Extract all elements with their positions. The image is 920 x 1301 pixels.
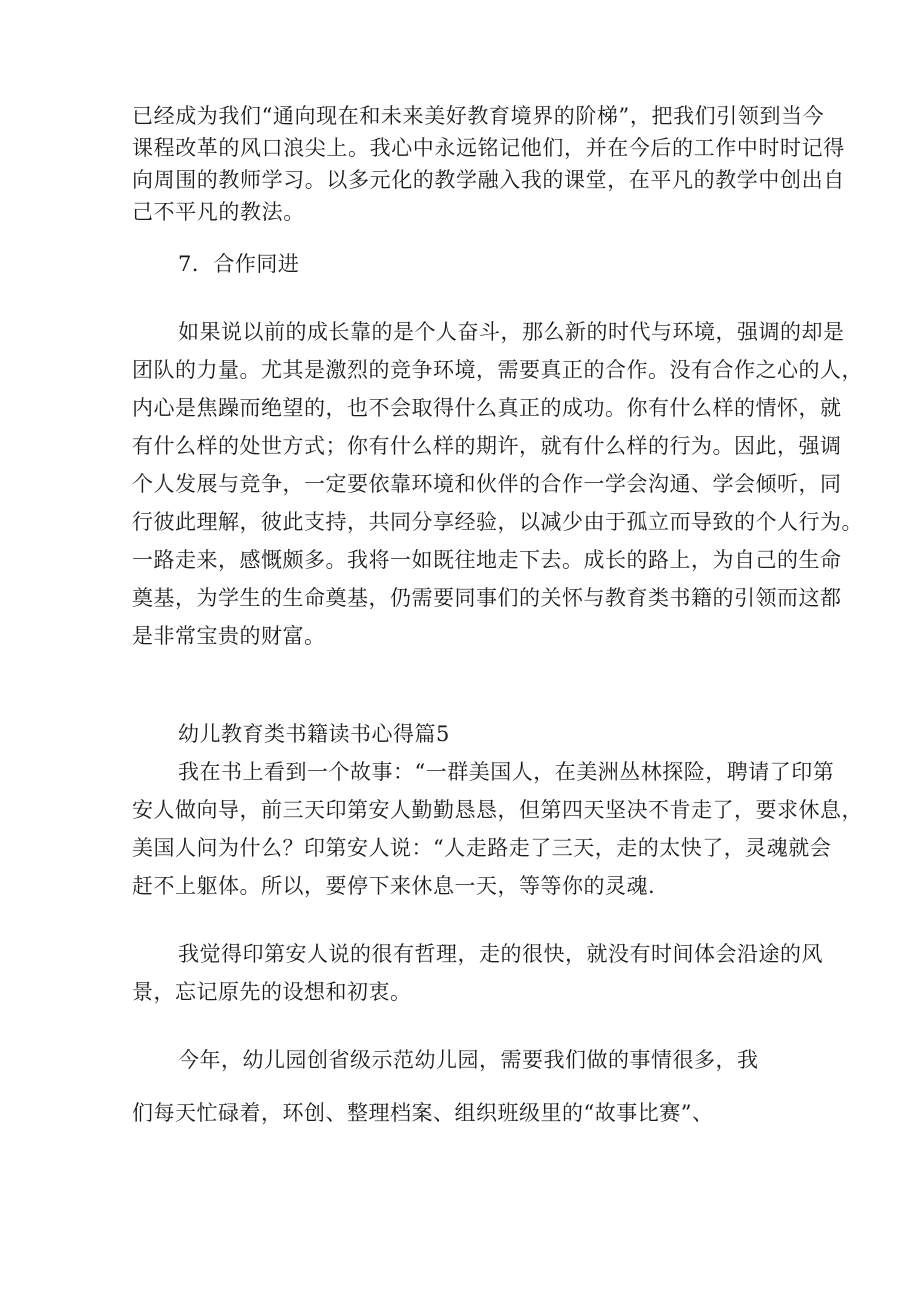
text-line: 个人发展与竞争，一定要依靠环境和伙伴的合作一学会沟通、学会倾听，同 bbox=[132, 472, 842, 496]
text-line: 今年，幼儿园创省级示范幼儿园，需要我们做的事情很多，我 bbox=[178, 1048, 759, 1072]
text-line: 美国人问为什么？印第安人说：“人走路走了三天，走的太快了，灵魂就会 bbox=[132, 836, 832, 860]
text-line: 已经成为我们“通向现在和未来美好教育境界的阶梯”，把我们引领到当今 bbox=[132, 104, 825, 128]
text-line: 们每天忙碌着，环创、整理档案、组织班级里的“故事比赛”、 bbox=[132, 1101, 714, 1125]
text-line: 赶不上躯体。所以，要停下来休息一天，等等你的灵魂. bbox=[132, 874, 656, 898]
text-line: 奠基，为学生的生命奠基，仍需要同事们的关怀与教育类书籍的引领而这都 bbox=[132, 586, 842, 610]
text-line: 是非常宝贵的财富。 bbox=[132, 624, 326, 648]
text-line: 有什么样的处世方式；你有什么样的期许，就有什么样的行为。因此，强调 bbox=[132, 434, 842, 458]
text-line: 一路走来，感慨颇多。我将一如既往地走下去。成长的路上，为自己的生命 bbox=[132, 548, 842, 572]
article-title: 幼儿教育类书籍读书心得篇5 bbox=[178, 722, 450, 746]
text-line: 己不平凡的教法。 bbox=[132, 200, 305, 224]
text-line: 课程改革的风口浪尖上。我心中永远铭记他们，并在今后的工作中时时记得 bbox=[132, 136, 845, 160]
text-line: 我觉得印第安人说的很有哲理，走的很快，就没有时间体会沿途的风 bbox=[178, 942, 823, 966]
section-heading: 7．合作同进 bbox=[178, 252, 300, 276]
text-line: 内心是焦躁而绝望的，也不会取得什么真正的成功。你有什么样的情怀，就 bbox=[132, 396, 842, 420]
text-line: 如果说以前的成长靠的是个人奋斗，那么新的时代与环境，强调的却是 bbox=[178, 320, 845, 344]
text-line: 我在书上看到一个故事：“一群美国人，在美洲丛林探险，聘请了印第 bbox=[178, 760, 835, 784]
text-line: 团队的力量。尤其是激烈的竞争环境，需要真正的合作。没有合作之心的人， bbox=[132, 358, 863, 382]
text-line: 安人做向导，前三天印第安人勤勤恳恳，但第四天坚决不肯走了，要求休息， bbox=[132, 798, 863, 822]
text-line: 行彼此理解，彼此支持，共同分享经验，以减少由于孤立而导致的个人行为。 bbox=[132, 510, 863, 534]
text-line: 景，忘记原先的设想和初衷。 bbox=[132, 980, 412, 1004]
text-line: 向周围的教师学习。以多元化的教学融入我的课堂，在平凡的教学中创出自 bbox=[132, 168, 845, 192]
